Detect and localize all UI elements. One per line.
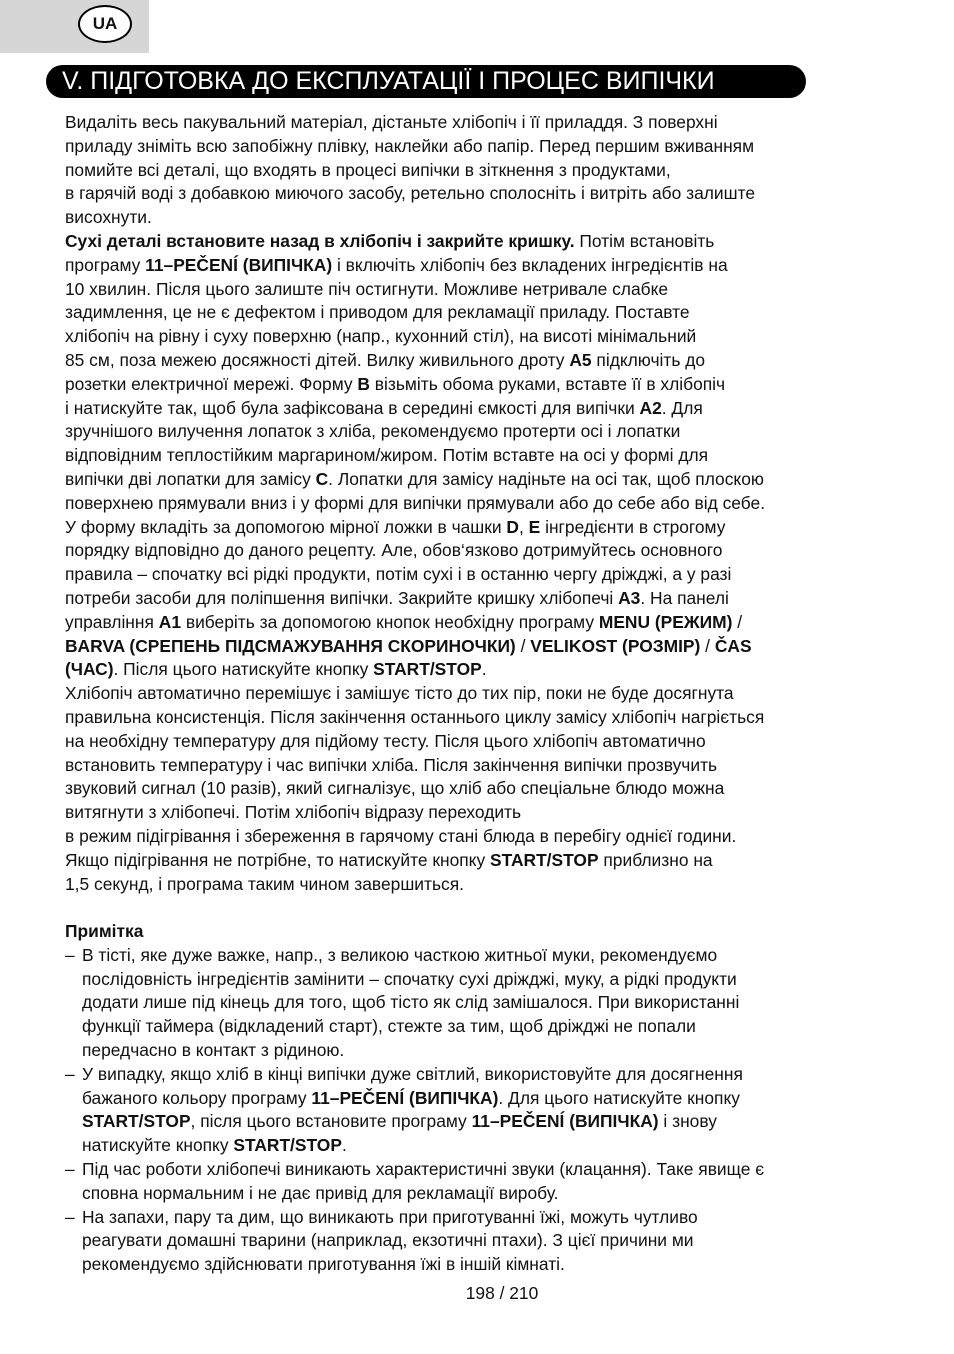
dash-bullet: – <box>65 1206 75 1227</box>
text-line: зручнішого вилучення лопаток з хліба, рекомендуємо протерти осі і лопатки <box>65 421 681 442</box>
note-line: реагувати домашні тварини (наприклад, екзотичні птахи). З цієї причини ми <box>82 1230 694 1251</box>
text-line: Хлібопіч автоматично перемішує і замішує тісто до тих пір, поки не буде досягнута <box>65 683 734 704</box>
note-line: бажаного кольору програму 11–PEČENÍ (ВИПІЧКА). Для цього натискуйте кнопку <box>82 1087 740 1108</box>
text-line: 10 хвилин. Після цього залиште піч остигнути. Можливе нетривале слабке <box>65 278 669 299</box>
text-line: правила – спочатку всі рідкі продукти, потім сухі і в останню чергу дріжджі, а у разі <box>65 564 732 585</box>
note-item <box>65 1158 925 1206</box>
text-line: У форму вкладіть за допомогою мірної ложки в чашки D, E інгредієнти в строгому <box>65 516 726 537</box>
language-badge: UA <box>78 5 132 43</box>
text-line: випічки дві лопатки для замісу C. Лопатки для замісу надіньте на осі так, щоб плоскою <box>65 468 764 489</box>
text-line: хлібопіч на рівну і суху поверхню (напр., кухонний стіл), на висоті мінімальний <box>65 326 697 347</box>
text-line: Видаліть весь пакувальний матеріал, дістаньте хлібопіч і її приладдя. З поверхні <box>65 112 718 132</box>
language-tab <box>0 0 149 53</box>
text-line: в гарячій воді з добавкою миючого засобу, ретельно сполосніть і витріть або залиште <box>65 183 756 204</box>
text-line: звуковий сигнал (10 разів), який сигналізує, що хліб або спеціальне блюдо можна <box>65 778 725 799</box>
text-line: Якщо підігрівання не потрібне, то натискуйте кнопку START/STOP приблизно на <box>65 849 713 870</box>
text-line: витягнути з хлібопечі. Потім хлібопіч відразу переходить <box>65 802 522 823</box>
note-item <box>65 1063 925 1158</box>
note-item <box>65 1206 925 1277</box>
text-line: BARVA (СРЕПЕНЬ ПІДСМАЖУВАННЯ СКОРИНОЧКИ) / VELIKOST (РОЗМІР) / ČAS <box>65 635 752 656</box>
text-line: 85 см, поза межею досяжності дітей. Вилку живильного дроту A5 підключіть до <box>65 349 706 370</box>
text-line: розетки електричної мережі. Форму B візьміть обома руками, вставте її в хлібопіч <box>65 373 726 394</box>
page-total: 210 <box>509 1283 539 1303</box>
note-line: функції таймера (відкладений старт), стежте за тим, щоб дріжджі не попали <box>82 1016 696 1037</box>
text-line: помийте всі деталі, що входять в процесі випічки в зіткнення з продуктами, <box>65 159 671 180</box>
section-title: V. ПІДГОТОВКА ДО ЕКСПЛУАТАЦІЇ І ПРОЦЕС ВИПІЧКИ <box>46 65 806 98</box>
note-line: – На запахи, пару та дим, що виникають при приготуванні їжі, можуть чутливо <box>82 1206 925 1230</box>
text-line: управління A1 виберіть за допомогою кнопок необхідну програму MENU (РЕЖИМ) / <box>65 611 743 632</box>
text-line: потреби засоби для поліпшення випічки. Закрийте кришку хлібопечі A3. На панелі <box>65 587 729 608</box>
note-line: послідовність інгредієнтів замінити – спочатку сухі дріжджі, муку, а рідкі продукти <box>82 968 737 989</box>
text-line: порядку відповідно до даного рецепту. Але, обов‘язково дотримуйтесь основного <box>65 540 723 561</box>
text-line: Сухі деталі встановите назад в хлібопіч і закрийте кришку. Потім встановіть <box>65 230 715 251</box>
note-line: рекомендуємо здійснювати приготування їжі в іншій кімнаті. <box>82 1254 565 1275</box>
text-line: встановить температуру і час випічки хліба. Після закінчення випічки прозвучить <box>65 754 718 775</box>
text-line: правильна консистенція. Після закінчення останнього циклу замісу хлібопіч нагріється <box>65 706 765 727</box>
note-line: START/STOP, після цього встановите програму 11–PEČENÍ (ВИПІЧКА) і знову <box>82 1111 717 1132</box>
body-content <box>65 111 925 1277</box>
text-line: висохнути. <box>65 207 152 228</box>
note-line: натискуйте кнопку START/STOP. <box>82 1135 347 1156</box>
dash-bullet: – <box>65 1063 75 1084</box>
page-current: 198 <box>465 1283 495 1303</box>
text-line: поверхнею прямували вниз і у формі для випічки прямували або до себе або від себе. <box>65 492 766 513</box>
dash-bullet: – <box>65 944 75 965</box>
page-separator: / <box>494 1283 510 1303</box>
note-line: – У випадку, якщо хліб в кінці випічки дуже світлий, використовуйте для досягнення <box>82 1063 925 1087</box>
text-line: приладу зніміть всю запобіжну плівку, наклейки або папір. Перед першим вживанням <box>65 135 755 156</box>
note-title: Примітка <box>65 921 144 942</box>
text-line: 1,5 секунд, і програма таким чином завершиться. <box>65 873 464 894</box>
text-line: програму 11–PEČENÍ (ВИПІЧКА) і включіть хлібопіч без вкладених інгредієнтів на <box>65 254 728 275</box>
note-list <box>65 944 925 1277</box>
text-line: на необхідну температуру для підйому тесту. Після цього хлібопіч автоматично <box>65 730 706 751</box>
page-number <box>0 1283 954 1304</box>
note-line: передчасно в контакт з рідиною. <box>82 1040 345 1061</box>
note-line: – В тісті, яке дуже важке, напр., з великою часткою житньої муки, рекомендуємо <box>82 944 925 968</box>
text-line: і натискуйте так, щоб була зафіксована в середині ємкості для випічки A2. Для <box>65 397 703 418</box>
note-item <box>65 944 925 1063</box>
note-line: додати лише під кінець для того, щоб тісто як слід замішалося. При використанні <box>82 992 740 1013</box>
text-line: (ЧАС). Після цього натискуйте кнопку START/STOP. <box>65 659 487 680</box>
note-line: – Під час роботи хлібопечі виникають характеристичні звуки (клацання). Таке явище є <box>82 1158 925 1182</box>
note-line: сповна нормальним і не дає привід для рекламації виробу. <box>82 1182 559 1203</box>
main-paragraph <box>65 111 925 896</box>
text-line: відповідним теплостійким маргарином/жиром. Потім вставте на осі у формі для <box>65 445 709 466</box>
text-line: в режим підігрівання і збереження в гарячому стані блюда в перебігу однієї години. <box>65 825 737 846</box>
text-line: задимлення, це не є дефектом і приводом для рекламації приладу. Поставте <box>65 302 690 323</box>
dash-bullet: – <box>65 1159 75 1180</box>
